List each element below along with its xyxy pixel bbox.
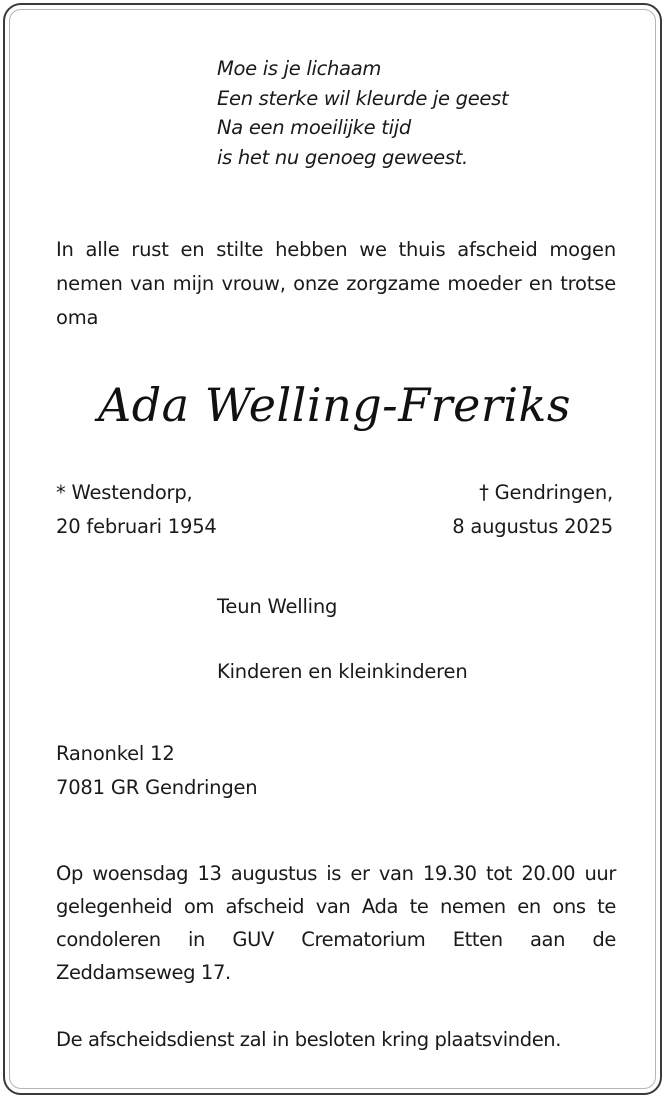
poem-line: Een sterke wil kleurde je geest [217,86,509,110]
service-paragraph: Op woensdag 13 augustus is er van 19.30 tot 20.00 uur gelegenheid om afscheid van Ada te nemen en ons te condoleren in GUV Crematorium Etten aan de Zeddamseweg 17. [56,862,616,984]
birth-date: 20 februari 1954 [56,515,217,538]
address-city: 7081 GR Gendringen [56,776,258,799]
poem-line: Moe is je lichaam [217,57,382,80]
birth-info [56,476,217,544]
mourner-name: Teun Welling [217,595,338,618]
death-date: 8 augustus 2025 [452,515,613,538]
deceased-name: Ada Welling-Freriks [97,378,572,432]
mourner-name: Kinderen en kleinkinderen [217,660,468,683]
address-street: Ranonkel 12 [56,742,175,765]
address [56,737,257,805]
death-place: † Gendringen, [479,481,613,504]
intro-text: In alle rust en stilte hebben we thuis afscheid mogen nemen van mijn vrouw, onze zorgzame moeder en trotse oma [56,238,616,329]
poem [217,54,508,172]
birth-place: * Westendorp, [56,481,193,504]
death-info [452,476,613,544]
poem-line: is het nu genoeg geweest. [217,145,468,169]
poem-line: Na een moeilijke tijd [217,116,411,139]
closing-line: De afscheidsdienst zal in besloten kring plaatsvinden. [56,1028,562,1051]
